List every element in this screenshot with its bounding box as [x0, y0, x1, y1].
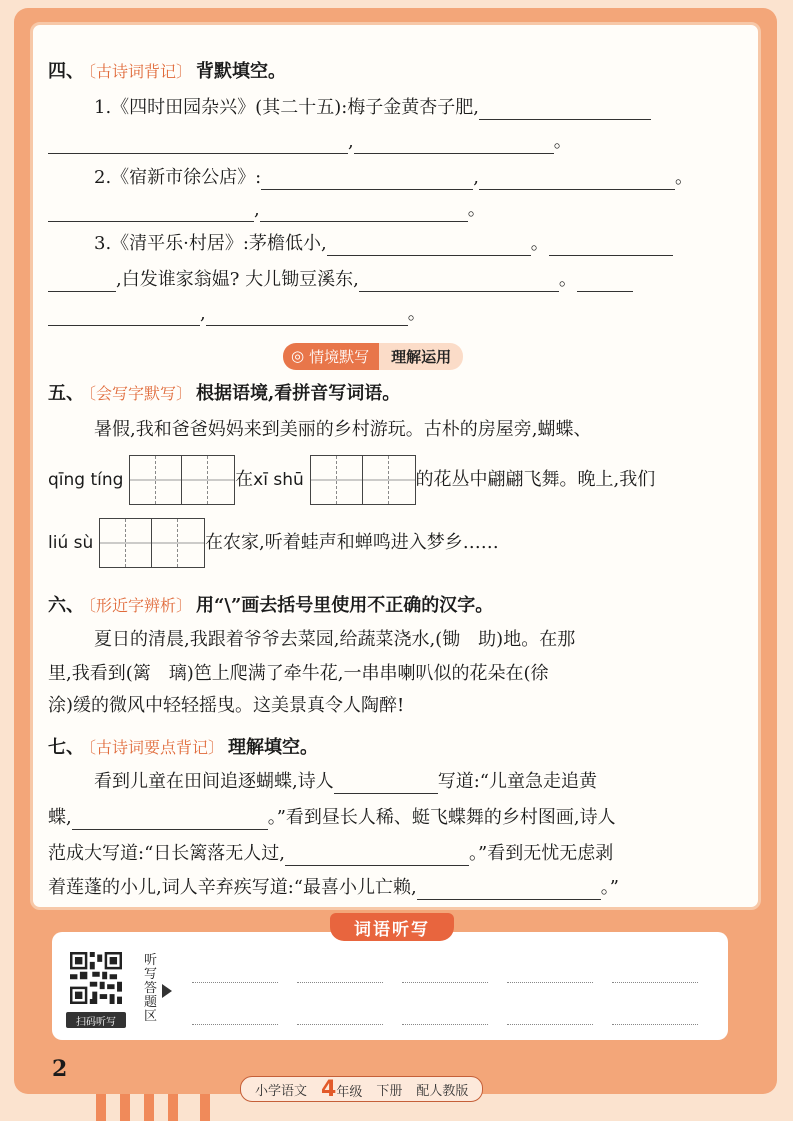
sec7-heading: 七、 〔古诗词要点背记〕 理解填空。	[48, 737, 319, 758]
sec6-line3: 涂)缓的微风中轻轻摇曳。这美景真令人陶醉!	[48, 695, 405, 716]
scan-label: 扫码听写	[66, 1012, 126, 1028]
answer-line[interactable]	[612, 982, 698, 983]
sec6-line1: 夏日的清晨,我跟着爷爷去菜园,给蔬菜浇水,(锄 助)地。在那	[94, 629, 576, 650]
sec7-line1: 看到儿童在田间追逐蝴蝶,诗人 写道:“儿童急走追黄	[94, 771, 598, 792]
answer-line[interactable]	[402, 982, 488, 983]
blank[interactable]	[359, 273, 559, 292]
decor-stripe	[120, 1094, 130, 1121]
blank[interactable]	[285, 847, 469, 866]
sec6-heading: 六、 〔形近字辨析〕 用“\”画去括号里使用不正确的汉字。	[48, 595, 494, 616]
blank[interactable]	[417, 881, 601, 900]
blank[interactable]	[334, 775, 438, 794]
answer-line[interactable]	[192, 1024, 278, 1025]
blank[interactable]	[577, 273, 633, 292]
sec4-line5: 3.《清平乐·村居》:茅檐低小, 。	[94, 232, 673, 256]
sec4-line4: , 。	[48, 198, 486, 222]
answer-line[interactable]	[507, 982, 593, 983]
sec7-line2: 蝶, 。”看到昼长人稀、蜓飞蝶舞的乡村图画,诗人	[48, 807, 616, 828]
sec4-line2: , 。	[48, 130, 572, 154]
blank[interactable]	[479, 171, 675, 190]
blank[interactable]	[72, 811, 268, 830]
blank[interactable]	[479, 101, 651, 120]
decor-stripe	[96, 1094, 106, 1121]
sec4-heading: 四、 〔古诗词背记〕 背默填空。	[48, 61, 287, 82]
sec5-heading: 五、 〔会写字默写〕 根据语境,看拼音写词语。	[48, 383, 401, 404]
medal-icon: ◎	[291, 347, 305, 365]
blank[interactable]	[48, 135, 348, 154]
decor-stripe	[168, 1094, 178, 1121]
blank[interactable]	[327, 237, 531, 256]
blank[interactable]	[48, 273, 116, 292]
sec7-line3: 范成大写道:“日长篱落无人过, 。”看到无忧无虑剥	[48, 843, 614, 864]
sec4-line6: ,白发谁家翁媪? 大儿锄豆溪东, 。	[48, 268, 633, 292]
blank[interactable]	[48, 307, 200, 326]
sec5-line2: qīng tíng 在xī shū 的花丛中翩翩飞舞。晚上,我们	[48, 455, 655, 505]
sec5-line3: liú sù 在农家,听着蛙声和蝉鸣进入梦乡……	[48, 518, 499, 568]
writing-grid[interactable]	[310, 455, 416, 505]
answer-line[interactable]	[297, 1024, 383, 1025]
sec5-line1: 暑假,我和爸爸妈妈来到美丽的乡村游玩。古朴的房屋旁,蝴蝶、	[94, 419, 592, 440]
blank[interactable]	[354, 135, 554, 154]
answer-line[interactable]	[192, 982, 278, 983]
context-dictation-banner: ◎ 情境默写 理解运用	[283, 343, 463, 369]
answer-area-label: 听写答题区	[144, 953, 158, 1024]
dictation-area	[52, 932, 728, 1040]
decor-stripe	[200, 1094, 210, 1121]
sec6-line2: 里,我看到(篱 璃)笆上爬满了牵牛花,一串串喇叭似的花朵在(徐	[48, 663, 549, 684]
dictation-title: 词语听写	[330, 913, 454, 941]
footer-badge: 小学语文 4年级 下册 配人教版	[240, 1076, 483, 1102]
blank[interactable]	[261, 171, 473, 190]
sec4-line7: , 。	[48, 302, 426, 326]
answer-line[interactable]	[402, 1024, 488, 1025]
answer-line[interactable]	[612, 1024, 698, 1025]
answer-line[interactable]	[297, 982, 383, 983]
decor-stripe	[144, 1094, 154, 1121]
blank[interactable]	[260, 203, 468, 222]
sec7-line4: 着莲蓬的小儿,词人辛弃疾写道:“最喜小儿亡赖, 。”	[48, 877, 619, 898]
writing-grid[interactable]	[129, 455, 235, 505]
qr-code-icon[interactable]	[70, 952, 122, 1004]
blank[interactable]	[549, 237, 673, 256]
play-arrow-icon	[162, 984, 172, 998]
writing-grid[interactable]	[99, 518, 205, 568]
blank[interactable]	[206, 307, 408, 326]
sec4-line3: 2.《宿新市徐公店》: , 。	[94, 167, 693, 188]
answer-line[interactable]	[507, 1024, 593, 1025]
sec4-line1: 1.《四时田园杂兴》(其二十五):梅子金黄杏子肥,	[94, 96, 651, 120]
blank[interactable]	[48, 203, 254, 222]
page-number: 2	[52, 1056, 68, 1082]
